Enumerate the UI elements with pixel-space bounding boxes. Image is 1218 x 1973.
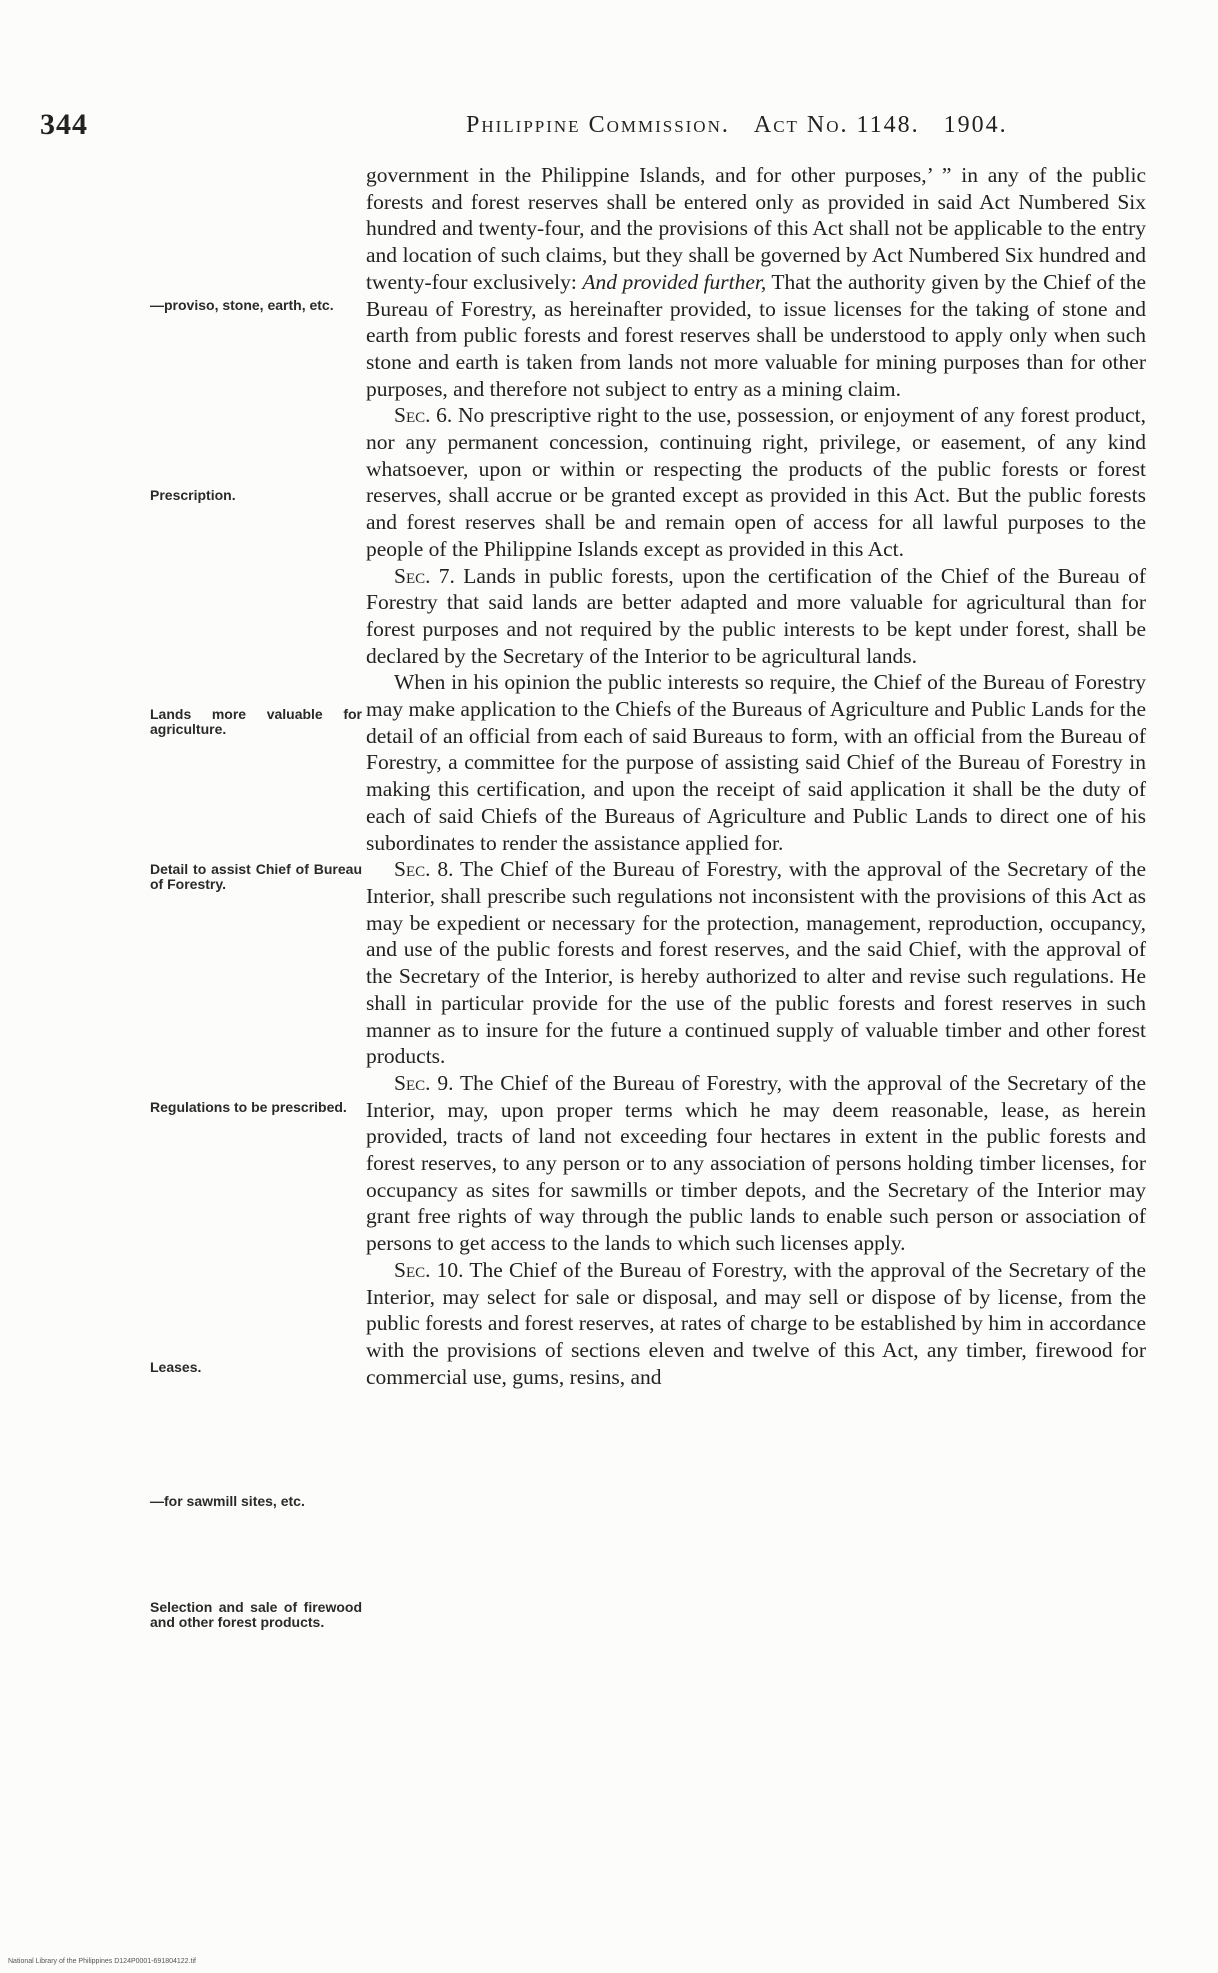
section-text: Lands in public forests, upon the certification of the Chief of the Bureau of Forestry that said lands are better adapted and more valuable for agricultural than for forest purposes and not required by the public interests to be kept under forest, shall be declared by the Secretary of the Interior to be agricultural lands. <box>366 563 1147 668</box>
section-label: Sec. 10. <box>394 1257 464 1282</box>
header-act: Act No. 1148. <box>753 112 920 138</box>
section-6 <box>366 402 1146 562</box>
proviso-italic: And provided further, <box>582 269 767 294</box>
header-year: 1904. <box>943 112 1008 138</box>
page-number: 344 <box>40 108 88 141</box>
section-label: Sec. 7. <box>394 563 455 588</box>
section-text: The Chief of the Bureau of Forestry, with the approval of the Secretary of the Interior, may, upon proper terms which he may deem reasonable, lease, as herein provided, tracts of land not exceeding four hectares in extent in the public forests and forest reserves, to any person or to any association of persons holding timber licenses, for occupancy as sites for sawmills or timber depots, and the Secretary of the Interior may grant free rights of way through the public lands to enable such person or association of persons to get access to the lands to which such licenses apply. <box>366 1070 1147 1256</box>
section-10 <box>366 1257 1146 1391</box>
sidenote-prescription: Prescription. <box>150 487 236 503</box>
section-text: The Chief of the Bureau of Forestry, with the approval of the Secretary of the Interior, may select for sale or disposal, and may sell or dispose of by license, from the public forests and forest reserves, at rates of charge to be established by him in accordance with the provisions of sections eleven and twelve of this Act, any timber, firewood for commercial use, gums, resins, and <box>366 1257 1147 1389</box>
section-text: The Chief of the Bureau of Forestry, with the approval of the Secretary of the Interior, shall prescribe such regulations not inconsistent with the provisions of this Act as may be expedient or necessary for the protection, management, reproduction, occupancy, and use of the public forests and forest reserves, and the said Chief, with the approval of the Secretary of the Interior, is hereby authorized to alter and revise such regulations. He shall in particular provide for the use of the public forests and forest reserves in such manner as to insure for the future a continued supply of valuable timber and other forest products. <box>366 857 1147 1069</box>
section-label: Sec. 8. <box>394 857 454 882</box>
section-label: Sec. 6. <box>394 403 453 428</box>
scan-caption: National Library of the Philippines D124P0001-691804122.tif <box>8 1958 196 1965</box>
sidenote-sawmill: —for sawmill sites, etc. <box>150 1493 305 1509</box>
sidenote-selection-sale: Selection and sale of firewood and other forest products. <box>150 1599 362 1630</box>
paragraph-continuation <box>366 162 1146 402</box>
sidenote-proviso: —proviso, stone, earth, etc. <box>150 297 334 313</box>
header-commission: Philippine Commission. <box>466 112 730 138</box>
sidenote-detail: Detail to assist Chief of Bureau of Forestry. <box>150 861 362 892</box>
paragraph-detail <box>366 669 1146 856</box>
paragraph-text: That the authority given by the Chief of the Bureau of Forestry, as hereinafter provided, to issue licenses for the taking of stone and earth from public forests and forest reserves shall be understood to apply only when such stone and earth is taken from lands not more valuable for mining purposes than for other purposes, and therefore not subject to entry as a mining claim. <box>366 269 1146 401</box>
section-8 <box>366 856 1146 1070</box>
section-9 <box>366 1070 1146 1257</box>
running-header <box>466 112 1008 139</box>
section-label: Sec. 9. <box>394 1070 454 1095</box>
paragraph-text: When in his opinion the public interests so require, the Chief of the Bureau of Forestry may make application to the Chiefs of the Bureaus of Agriculture and Public Lands for the detail of an official from each of said Bureaus to form, with an official from the Bureau of Forestry, a committee for the purpose of assisting said Chief of the Bureau of Forestry in making this certification, and upon the receipt of said application it shall be the duty of each of said Chiefs of the Bureaus of Agriculture and Public Lands to direct one of his subordinates to render the assistance applied for. <box>366 670 1146 855</box>
sidenote-regulations: Regulations to be prescribed. <box>150 1099 347 1115</box>
sidenote-lands-agriculture: Lands more valuable for agriculture. <box>150 706 362 737</box>
paragraph-text: government in the Philippine Islands, and for other purposes,’ ” in any of the public forests and forest reserves shall be entered only as provided in said Act Numbered Six hundred and twenty-four, and the provisions of this Act shall not be applicable to the entry and location of such claims, but they shall be governed by Act Numbered Six hundred and twenty-four exclusively: <box>366 163 1146 294</box>
sidenote-leases: Leases. <box>150 1359 202 1375</box>
section-7 <box>366 563 1146 670</box>
body-text <box>366 162 1146 1390</box>
section-text: No prescriptive right to the use, possession, or enjoyment of any forest product, nor any permanent concession, continuing right, privilege, or easement, of any kind whatsoever, upon or within or respecting the products of the public forests or forest reserves, shall accrue or be granted except as provided in this Act. But the public forests and forest reserves shall be and remain open of access for all lawful purposes to the people of the Philippine Islands except as provided in this Act. <box>366 403 1147 561</box>
